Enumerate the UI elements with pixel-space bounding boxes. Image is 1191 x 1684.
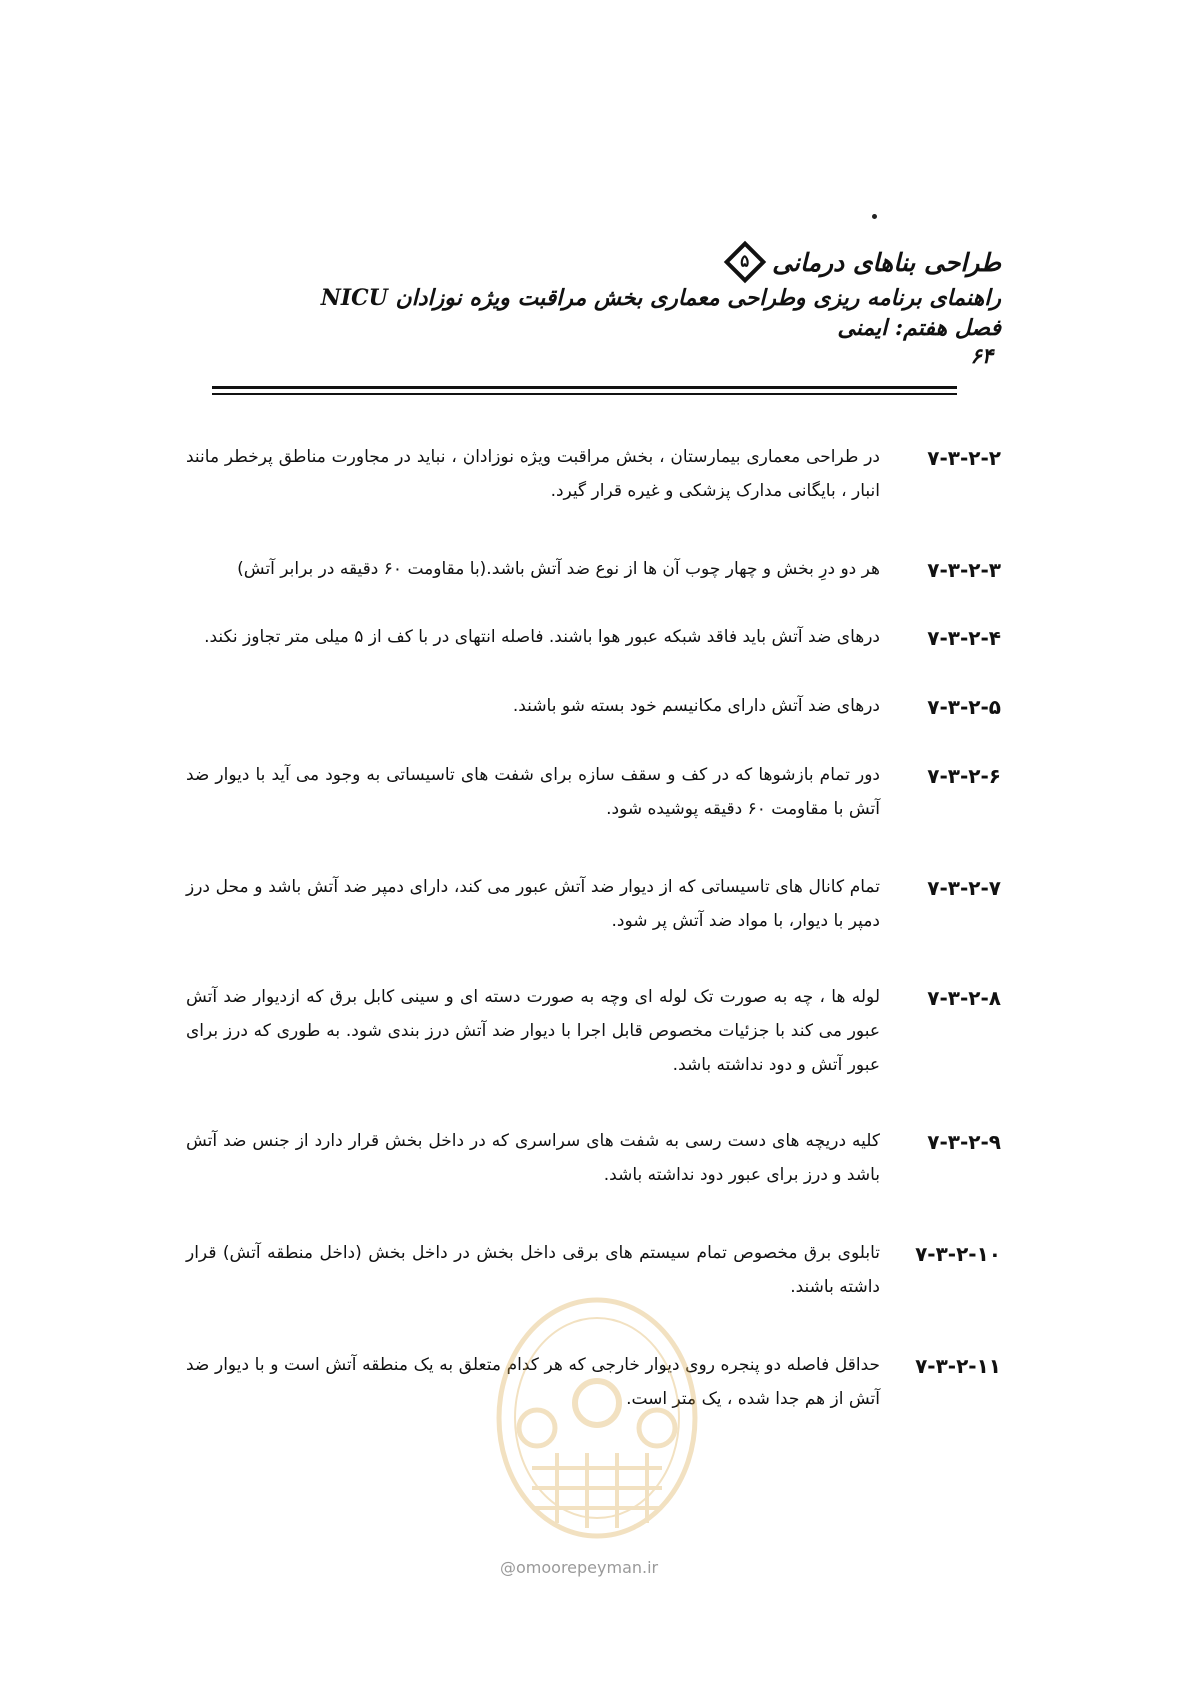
clause-number: ۷-۳-۲-۶ [927,764,1001,788]
clause-number: ۷-۳-۲-۸ [927,986,1001,1010]
clause-text: تابلوی برق مخصوص تمام سیستم های برقی داخل بخش در داخل بخش (داخل منطقه آتش) قرار داشته باشند. [186,1243,880,1297]
clause-number: ۷-۳-۲-۷ [927,876,1001,900]
series-number-badge [724,241,766,283]
clause-text: درهای ضد آتش دارای مکانیسم خود بسته شو باشند. [512,696,880,716]
clause-text: هر دو درِ بخش و چهار چوب آن ها از نوع ضد آتش باشد.(با مقاومت ۶۰ دقیقه در برابر آتش) [237,559,880,579]
page-header [241,243,1001,368]
clause-text: حداقل فاصله دو پنجره روی دیوار خارجی که هر کدام متعلق به یک منطقه آتش است و با دیوار ضد آتش از هم جدا شده ، یک متر است. [186,1355,880,1409]
clause-number: ۷-۳-۲-۱۱ [915,1354,1001,1378]
clause-number: ۷-۳-۲-۱۰ [915,1242,1001,1266]
watermark-emblem [492,1293,702,1563]
clause-number: ۷-۳-۲-۲ [927,446,1001,470]
watermark-site: @omoorepeyman.ir [500,1558,659,1577]
stray-dot [872,214,877,219]
clause-number: ۷-۳-۲-۹ [927,1130,1001,1154]
clause-text: در طراحی معماری بیمارستان ، بخش مراقبت ویژه نوزادان ، نباید در مجاورت مناطق پرخطر مانند انبار ، بایگانی مدارک پزشکی و غیره قرار گیرد. [186,447,880,501]
clause-number: ۷-۳-۲-۵ [927,695,1001,719]
clause-text: کلیه دریچه های دست رسی به شفت های سراسری که در داخل بخش قرار دارد از جنس ضد آتش باشد و درز برای عبور دود نداشته باشد. [186,1131,880,1185]
series-number: ۵ [740,252,750,273]
document-subtitle: راهنمای برنامه ریزی وطراحی معماری بخش مراقبت ویژه نوزادان NICU [320,285,1001,311]
header-rule [212,386,957,395]
clause-number: ۷-۳-۲-۴ [927,626,1001,650]
chapter-title: فصل هفتم: ایمنی [837,315,1001,341]
clause-text: لوله ها ، چه به صورت تک لوله ای وچه به صورت دسته ای و سینی کابل برق که ازدیوار ضد آتش عبور می کند با جزئیات مخصوص قابل اجرا با دیوار ضد آتش درز بندی شود. به طوری که درز برای عبور آتش و دود نداشته باشد. [186,987,880,1075]
clause-text: تمام کانال های تاسیساتی که از دیوار ضد آتش عبور می کند، دارای دمپر ضد آتش باشد و محل درز دمپر با دیوار، با مواد ضد آتش پر شود. [186,877,880,931]
series-title-line [241,243,1001,281]
clause-number: ۷-۳-۲-۳ [927,558,1001,582]
clause-text: درهای ضد آتش باید فاقد شبکه عبور هوا باشند. فاصله انتهای در با کف از ۵ میلی متر تجاوز نکند. [204,627,880,647]
clause-text: دور تمام بازشوها که در کف و سقف سازه برای شفت های تاسیساتی به وجود می آید با دیوار ضد آتش با مقاومت ۶۰ دقیقه پوشیده شود. [186,765,880,819]
page-number: ۶۴ [970,343,993,368]
series-title: طراحی بناهای درمانی [772,247,1001,277]
